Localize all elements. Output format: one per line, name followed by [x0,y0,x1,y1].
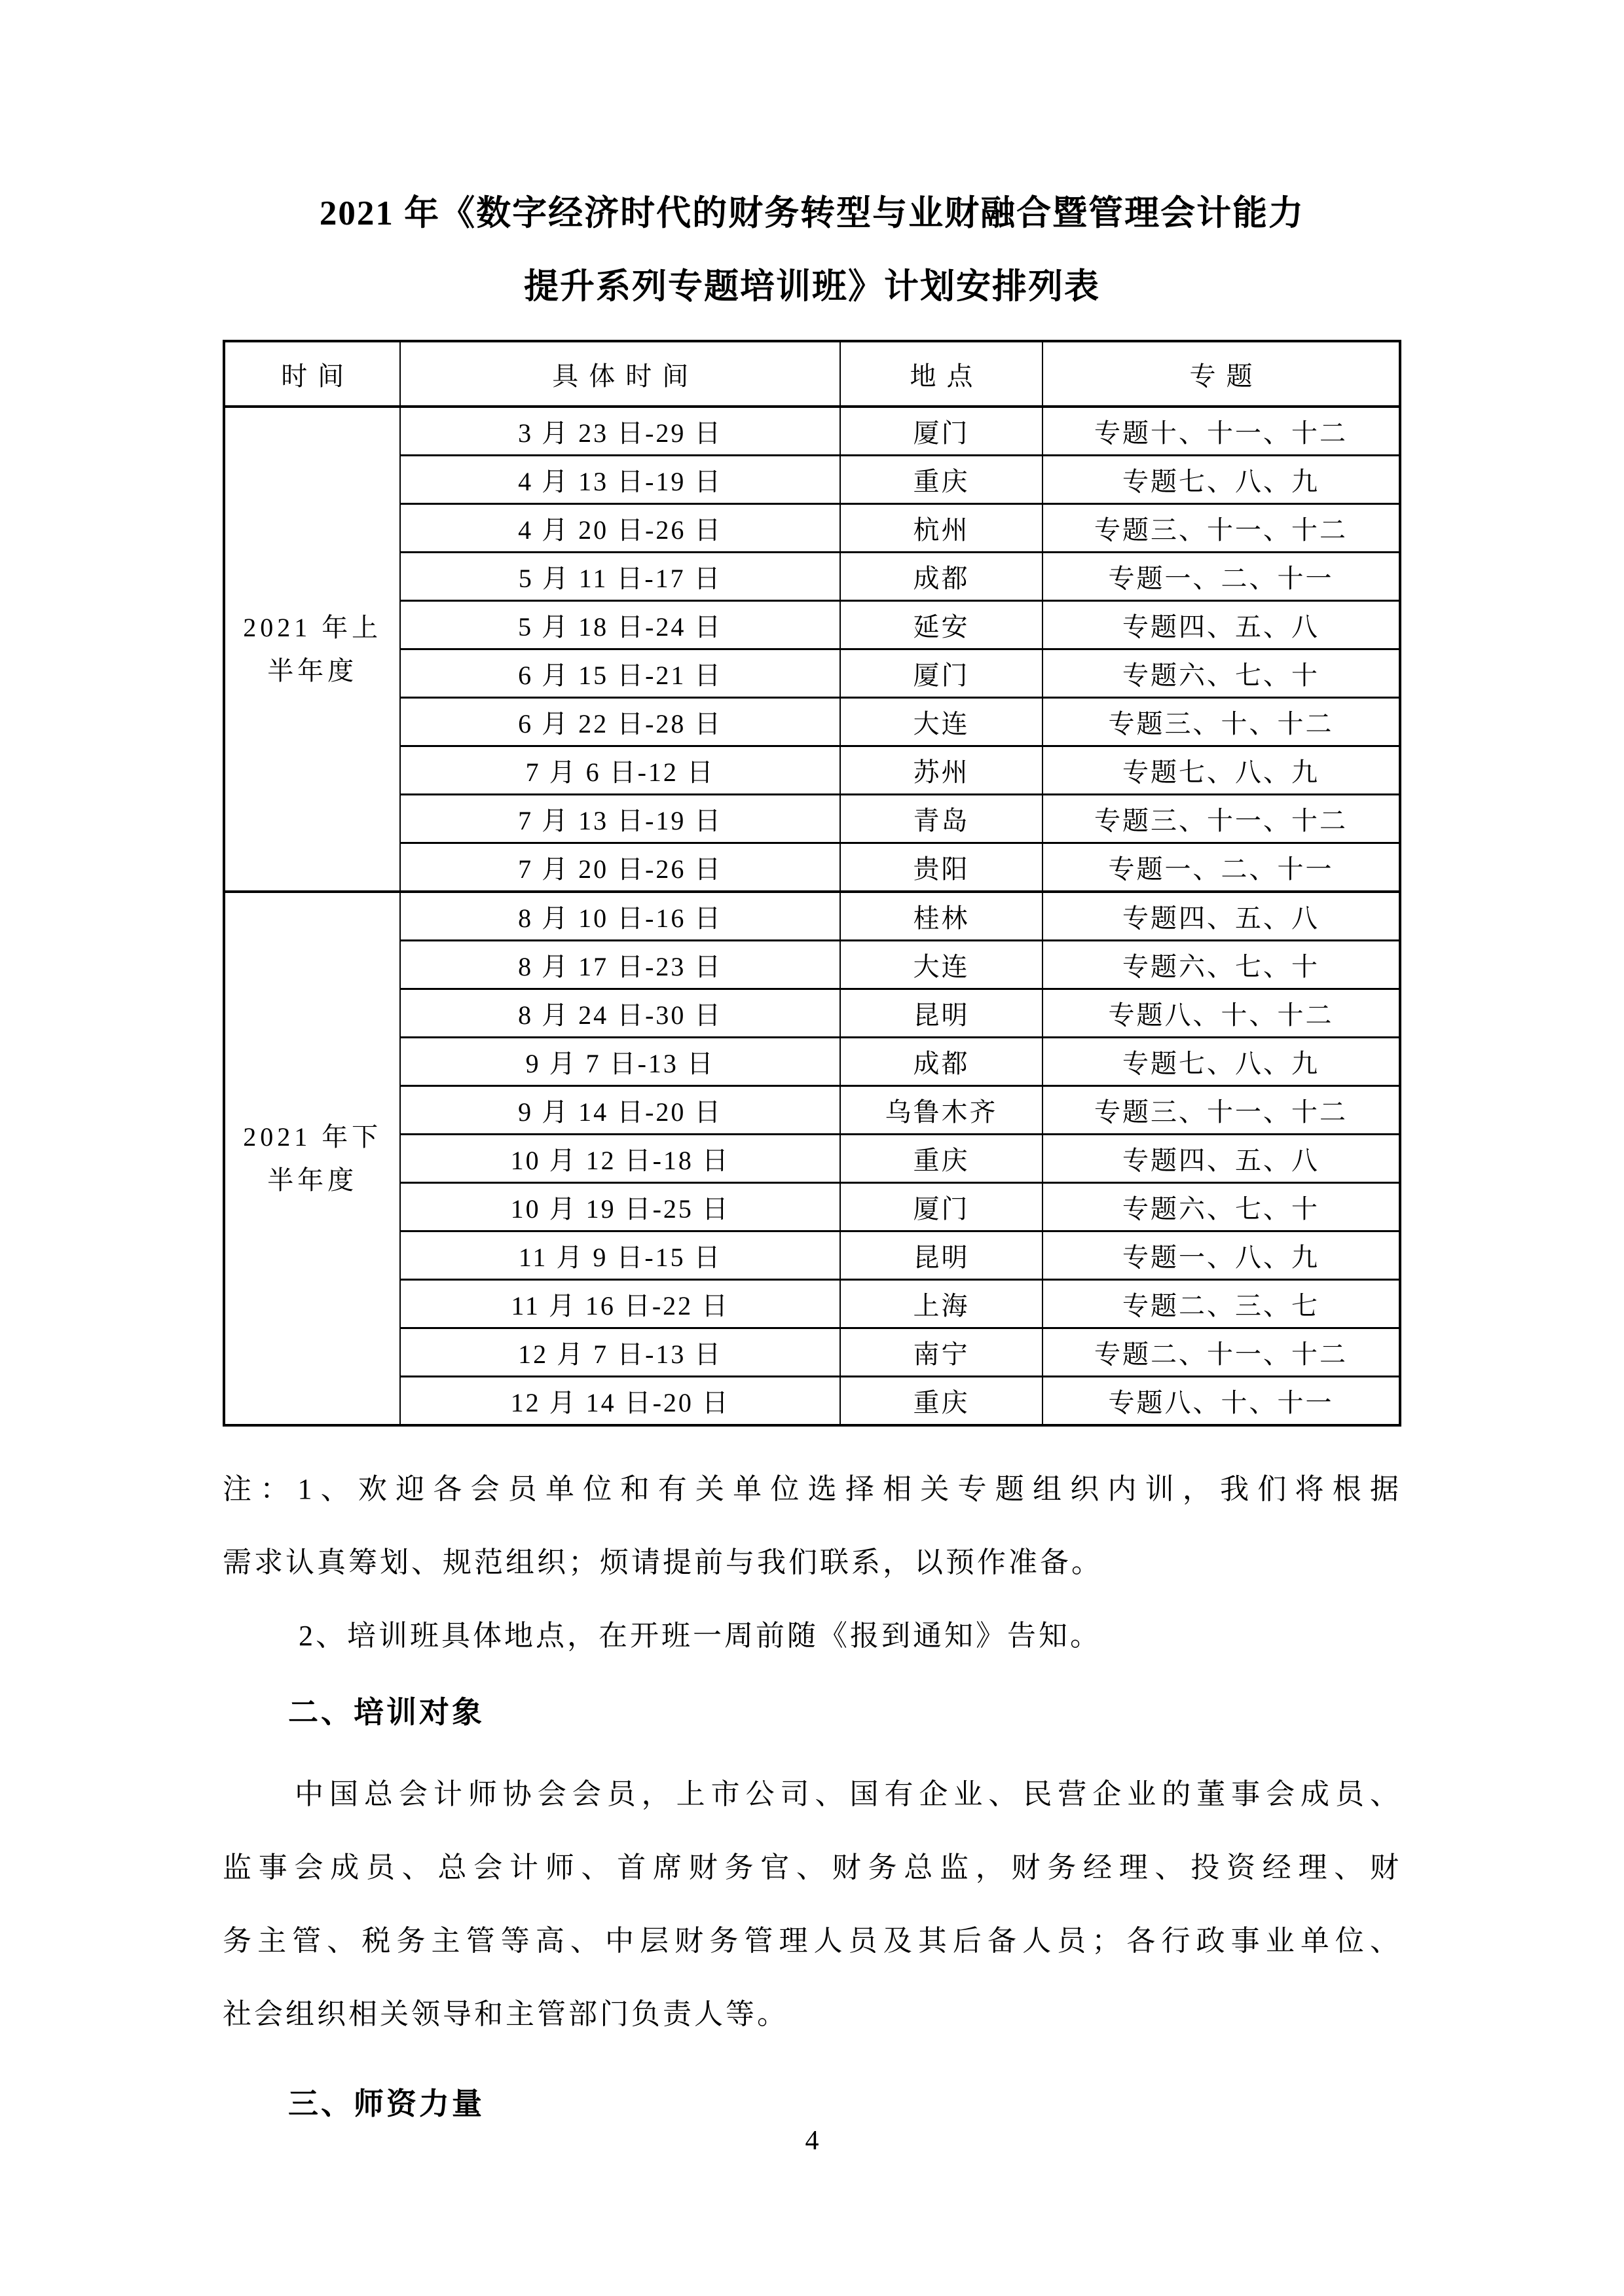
table-row [224,795,1400,843]
date-cell: 4 月 13 日-19 日 [400,456,840,504]
topics-cell: 专题七、八、九 [1043,1038,1400,1086]
note-line-2: 需求认真筹划、规范组织；烦请提前与我们联系，以预作准备。 [223,1546,1103,1578]
header-time: 时间 [224,341,400,407]
date-cell: 6 月 15 日-21 日 [400,649,840,698]
location-cell: 成都 [840,1038,1043,1086]
topics-cell: 专题四、五、八 [1043,892,1400,941]
date-cell: 3 月 23 日-29 日 [400,407,840,456]
topics-cell: 专题二、三、七 [1043,1280,1400,1328]
table-row [224,941,1400,989]
header-topic: 专题 [1043,341,1400,407]
period-cell-second-half [224,892,400,1425]
topics-cell: 专题八、十、十一 [1043,1377,1400,1426]
table-row [224,1231,1400,1280]
period-line: 半年度 [267,1165,358,1195]
date-cell: 9 月 7 日-13 日 [400,1038,840,1086]
table-row [224,892,1400,941]
table-row [224,601,1400,649]
paragraph-line: 务主管、税务主管等高、中层财务管理人员及其后备人员；各行政事业单位、 [223,1925,1401,1957]
document-title-line-2: 提升系列专题培训班》计划安排列表 [524,268,1100,306]
location-cell: 重庆 [840,1135,1043,1183]
date-cell: 8 月 10 日-16 日 [400,892,840,941]
date-cell: 11 月 9 日-15 日 [400,1231,840,1280]
header-row [224,341,1400,407]
date-cell: 12 月 7 日-13 日 [400,1328,840,1377]
topics-cell: 专题三、十、十二 [1043,698,1400,746]
table-row [224,553,1400,601]
topics-cell: 专题七、八、九 [1043,456,1400,504]
topics-cell: 专题八、十、十二 [1043,989,1400,1038]
topics-cell: 专题六、七、十 [1043,1183,1400,1231]
page-number: 4 [805,2126,819,2156]
location-cell: 乌鲁木齐 [840,1086,1043,1135]
table-body [224,407,1400,1425]
location-cell: 重庆 [840,1377,1043,1426]
date-cell: 11 月 16 日-22 日 [400,1280,840,1328]
period-line: 半年度 [267,655,358,685]
paragraph-line: 监事会成员、总会计师、首席财务官、财务总监，财务经理、投资经理、财 [223,1851,1401,1884]
location-cell: 大连 [840,698,1043,746]
topics-cell: 专题四、五、八 [1043,1135,1400,1183]
date-cell: 5 月 11 日-17 日 [400,553,840,601]
date-cell: 7 月 20 日-26 日 [400,843,840,892]
topics-cell: 专题一、二、十一 [1043,553,1400,601]
topics-cell: 专题一、二、十一 [1043,843,1400,892]
topics-cell: 专题六、七、十 [1043,941,1400,989]
table-row [224,649,1400,698]
topics-cell: 专题一、八、九 [1043,1231,1400,1280]
location-cell: 厦门 [840,1183,1043,1231]
topics-cell: 专题七、八、九 [1043,746,1400,795]
period-cell-first-half [224,407,400,892]
table-row [224,407,1400,456]
table-row [224,989,1400,1038]
date-cell: 8 月 17 日-23 日 [400,941,840,989]
date-cell: 7 月 13 日-19 日 [400,795,840,843]
location-cell: 苏州 [840,746,1043,795]
table-row [224,504,1400,553]
table-row [224,1038,1400,1086]
location-cell: 厦门 [840,407,1043,456]
header-location: 地点 [840,341,1043,407]
date-cell: 12 月 14 日-20 日 [400,1377,840,1426]
location-cell: 成都 [840,553,1043,601]
topics-cell: 专题三、十一、十二 [1043,504,1400,553]
period-line: 2021 年上 [243,612,382,642]
location-cell: 杭州 [840,504,1043,553]
note-line-3: 2、培训班具体地点，在开班一周前随《报到通知》告知。 [299,1620,1101,1652]
table-row [224,1328,1400,1377]
location-cell: 厦门 [840,649,1043,698]
table-row [224,456,1400,504]
topics-cell: 专题二、十一、十二 [1043,1328,1400,1377]
date-cell: 5 月 18 日-24 日 [400,601,840,649]
paragraph-line: 社会组织相关领导和主管部门负责人等。 [223,1998,788,2030]
location-cell: 青岛 [840,795,1043,843]
section-heading-training-target: 二、培训对象 [288,1695,485,1729]
topics-cell: 专题十、十一、十二 [1043,407,1400,456]
table-row [224,843,1400,892]
topics-cell: 专题三、十一、十二 [1043,1086,1400,1135]
location-cell: 大连 [840,941,1043,989]
date-cell: 8 月 24 日-30 日 [400,989,840,1038]
topics-cell: 专题三、十一、十二 [1043,795,1400,843]
table-row [224,1183,1400,1231]
table-row [224,1086,1400,1135]
topics-cell: 专题六、七、十 [1043,649,1400,698]
date-cell: 9 月 14 日-20 日 [400,1086,840,1135]
period-line: 2021 年下 [243,1121,382,1152]
date-cell: 10 月 19 日-25 日 [400,1183,840,1231]
table-row [224,698,1400,746]
header-specific-time: 具体时间 [400,341,840,407]
date-cell: 10 月 12 日-18 日 [400,1135,840,1183]
table-row [224,746,1400,795]
schedule-table [223,340,1401,1427]
table-row [224,1135,1400,1183]
location-cell: 贵阳 [840,843,1043,892]
note-line-1: 注：1、欢迎各会员单位和有关单位选择相关专题组织内训，我们将根据 [223,1473,1401,1505]
location-cell: 南宁 [840,1328,1043,1377]
table-row [224,1377,1400,1426]
paragraph-line: 中国总会计师协会会员，上市公司、国有企业、民营企业的董事会成员、 [295,1778,1401,1810]
topics-cell: 专题四、五、八 [1043,601,1400,649]
table-row [224,1280,1400,1328]
date-cell: 4 月 20 日-26 日 [400,504,840,553]
location-cell: 昆明 [840,1231,1043,1280]
location-cell: 重庆 [840,456,1043,504]
notes-block [223,1453,1401,1673]
location-cell: 延安 [840,601,1043,649]
date-cell: 7 月 6 日-12 日 [400,746,840,795]
training-target-paragraph [223,1758,1401,2051]
table-header [224,341,1400,407]
location-cell: 昆明 [840,989,1043,1038]
location-cell: 桂林 [840,892,1043,941]
date-cell: 6 月 22 日-28 日 [400,698,840,746]
document-title-line-1: 2021 年《数字经济时代的财务转型与业财融合暨管理会计能力 [319,194,1305,232]
section-heading-faculty: 三、师资力量 [288,2086,485,2121]
location-cell: 上海 [840,1280,1043,1328]
